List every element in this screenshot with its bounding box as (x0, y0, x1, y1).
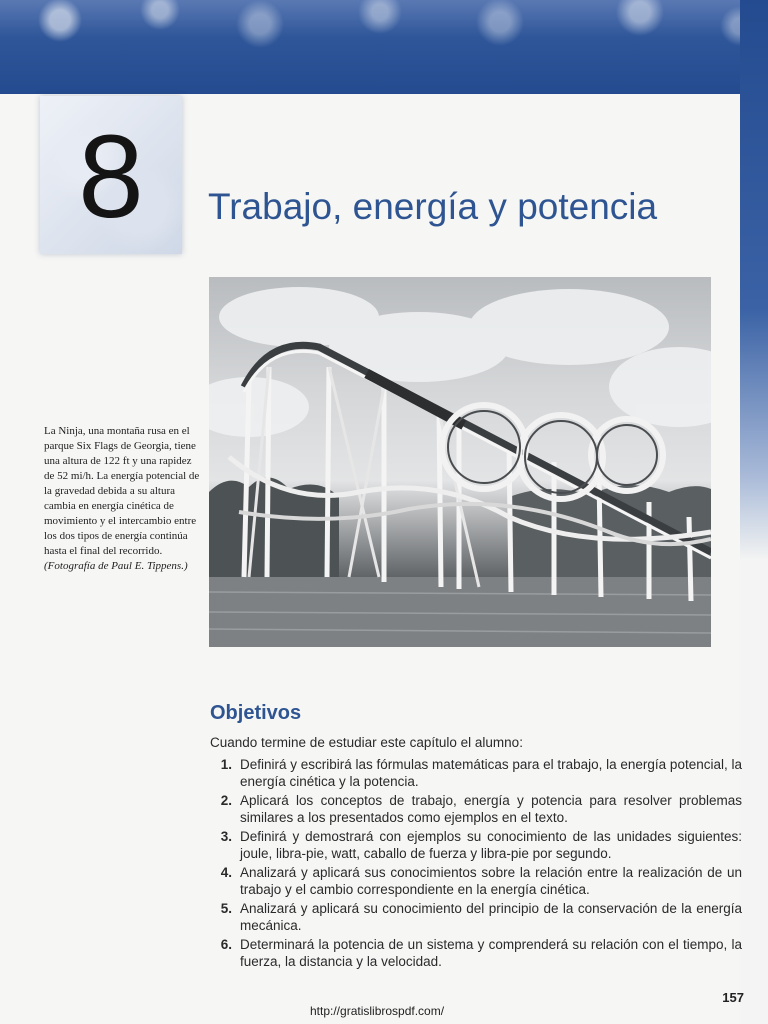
objectives-list (210, 757, 742, 973)
objective-number: 5. (220, 901, 232, 916)
chapter-number: 8 (78, 111, 144, 243)
objective-text: Definirá y demostrará con ejemplos su conocimiento de las unidades siguientes: joule, libra-pie, watt, caballo de fuerza y libra-pie por segundo. (240, 829, 742, 861)
objectives-heading: Objetivos (210, 702, 302, 724)
objective-number: 2. (220, 793, 232, 808)
roller-coaster-photo (209, 277, 711, 647)
page-number: 157 (722, 990, 744, 1005)
caption-text: La Ninja, una montaña rusa en el parque Six Flags de Georgia, tiene una altura de 122 ft y una rapidez de 52 mi/h. La energía potencial de la gravedad debida a su altura cambia en energía cinética de movimiento y el intercambio entre los dos tipos de energía continúa hasta el final del recorrido. (44, 425, 200, 557)
objective-text: Analizará y aplicará sus conocimientos sobre la relación entre la realización de un trabajo y el cambio correspondiente en la energía cinética. (240, 865, 742, 897)
objective-item (210, 829, 742, 862)
footer-url[interactable]: http://gratislibrospdf.com/ (310, 1004, 445, 1018)
photo-caption (44, 424, 202, 574)
objective-text: Aplicará los conceptos de trabajo, energía y potencia para resolver problemas similares a los presentados como ejemplos en el texto. (240, 793, 742, 825)
objective-number: 3. (220, 829, 232, 844)
objective-item (210, 757, 742, 790)
roller-coaster-illustration (209, 277, 711, 647)
objective-text: Determinará la potencia de un sistema y comprenderá su relación con el tiempo, la fuerza, la distancia y la velocidad. (240, 937, 742, 969)
objectives-intro: Cuando termine de estudiar este capítulo el alumno: (210, 735, 523, 750)
objective-item (210, 793, 742, 826)
side-band (740, 0, 768, 560)
objective-number: 1. (220, 757, 232, 772)
photo-credit: (Fotografía de Paul E. Tippens.) (44, 560, 188, 572)
objective-item (210, 937, 742, 970)
objective-item (210, 865, 742, 898)
objective-number: 6. (220, 937, 232, 952)
header-band (0, 0, 768, 94)
objective-text: Analizará y aplicará su conocimiento del principio de la conservación de la energía mecánica. (240, 901, 742, 933)
objective-number: 4. (220, 865, 232, 880)
chapter-number-box (40, 96, 182, 254)
objective-text: Definirá y escribirá las fórmulas matemáticas para el trabajo, la energía potencial, la energía cinética y la potencia. (240, 757, 742, 789)
objective-item (210, 901, 742, 934)
decorative-swirl-pattern (0, 0, 768, 48)
chapter-title: Trabajo, energía y potencia (208, 186, 658, 227)
